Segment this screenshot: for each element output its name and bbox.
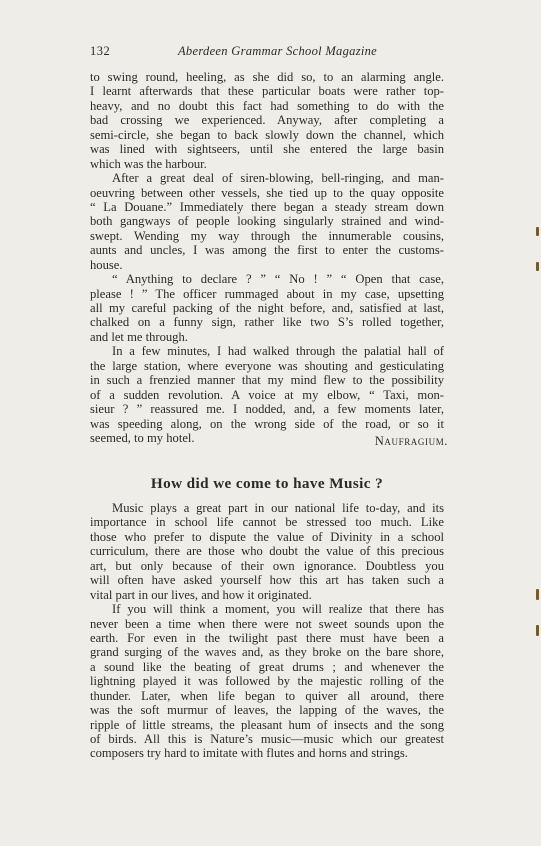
text-line: importance in school life cannot be stressed too much. Like: [90, 515, 444, 530]
text-line: a sound like the beating of great drums ; and whenever the: [90, 659, 444, 674]
text-line: “ Anything to declare ? ” “ No ! ” “ Open that case,: [112, 272, 444, 287]
text-line: never been a time when there were not sweet sounds upon the: [90, 616, 444, 631]
text-line: semi-circle, she began to back slowly down the channel, which: [90, 127, 444, 142]
paragraph: [90, 501, 444, 602]
text-line: grand surging of the waves and, as they broke on the bare shore,: [90, 645, 444, 660]
text-line: “ La Douane.” Immediately there began a steady stream down: [90, 199, 444, 214]
text-line: of a sudden revolution. A voice at my elbow, “ Taxi, mon-: [90, 387, 444, 402]
running-title: Aberdeen Grammar School Magazine: [178, 44, 378, 58]
text-line: which was the harbour.: [90, 156, 207, 171]
text-line: After a great deal of siren-blowing, bell-ringing, and man-: [112, 171, 444, 186]
paragraph: [90, 272, 444, 344]
margin-ink-mark: [536, 262, 539, 271]
article-2-body: [90, 501, 444, 761]
margin-ink-mark: [536, 227, 539, 236]
article-2-title: How did we come to have Music ?: [150, 475, 384, 492]
text-line: and let me through.: [90, 329, 188, 344]
running-header: [90, 44, 443, 60]
text-line: I learnt afterwards that these particular boats were rather top-: [90, 84, 444, 99]
text-line: ripple of little streams, the pleasant hum of insects and the song: [90, 717, 444, 732]
text-line: of birds. All this is Nature’s music—music which our greatest: [90, 732, 444, 746]
text-line: will often have asked yourself how this art has taken such a: [90, 573, 444, 588]
text-line: the large station, where everyone was shouting and gesticulating: [90, 358, 444, 373]
text-line: curriculum, there are those who doubt the value of this precious: [90, 544, 444, 559]
text-line: In a few minutes, I had walked through the palatial hall of: [112, 344, 444, 359]
text-line: lightning played it was followed by the majestic rolling of the: [90, 674, 444, 689]
text-line: those who prefer to dispute the value of Divinity in a school: [90, 529, 444, 544]
paragraph: [90, 171, 444, 272]
text-line: aunts and uncles, I was among the first to enter the customs-: [90, 243, 444, 258]
text-line: chalked on a funny sign, rather like two S’s rolled together,: [90, 315, 444, 330]
text-line: both gangways of people looking singularly strained and wind-: [90, 214, 444, 229]
text-line: art, but only because of their own ignorance. Doubtless you: [90, 558, 444, 573]
margin-ink-mark: [536, 625, 539, 636]
text-line: please ! ” The officer rummaged about in my case, upsetting: [90, 286, 444, 301]
text-line: seemed, to my hotel.: [90, 430, 195, 445]
paragraph: [90, 70, 444, 171]
text-line: Music plays a great part in our national life to-day, and its: [112, 501, 444, 515]
text-line: was lined with sightseers, until she entered the large basin: [90, 142, 444, 157]
article-1-body: [90, 70, 444, 445]
margin-ink-mark: [536, 589, 539, 600]
text-line: house.: [90, 257, 123, 272]
paragraph: [90, 344, 444, 445]
text-line: thunder. Later, when life began to quiver all around, there: [90, 688, 444, 703]
page-number: 132: [90, 44, 111, 58]
text-line: was speeding along, on the wrong side of the road, or so it: [90, 416, 444, 431]
text-line: If you will think a moment, you will realize that there has: [112, 602, 444, 617]
text-line: oeuvring between other vessels, she tied up to the quay opposite: [90, 185, 444, 200]
text-line: all my careful packing of the night before, and, satisfied at last,: [90, 301, 444, 315]
text-line: earth. For even in the twilight past there must have been a: [90, 630, 444, 645]
text-line: composers try hard to imitate with flutes and horns and strings.: [90, 746, 408, 761]
text-line: bad crossing we experienced. Anyway, after completing a: [90, 113, 444, 128]
text-line: was the soft murmur of leaves, the lapping of the waves, the: [90, 703, 444, 718]
text-line: vital part in our lives, and how it originated.: [90, 587, 312, 602]
text-line: to swing round, heeling, as she did so, to an alarming angle.: [90, 70, 444, 84]
text-line: swept. Wending my way through the innumerable cousins,: [90, 228, 444, 243]
text-line: sieur ? ” reassured me. I nodded, and, a few moments later,: [90, 402, 444, 417]
author-signature: Naufragium.: [374, 434, 448, 448]
text-line: in such a frenzied manner that my mind flew to the possibility: [90, 373, 444, 388]
paragraph: [90, 602, 444, 761]
text-line: heavy, and no doubt this fact had something to do with the: [90, 98, 444, 113]
